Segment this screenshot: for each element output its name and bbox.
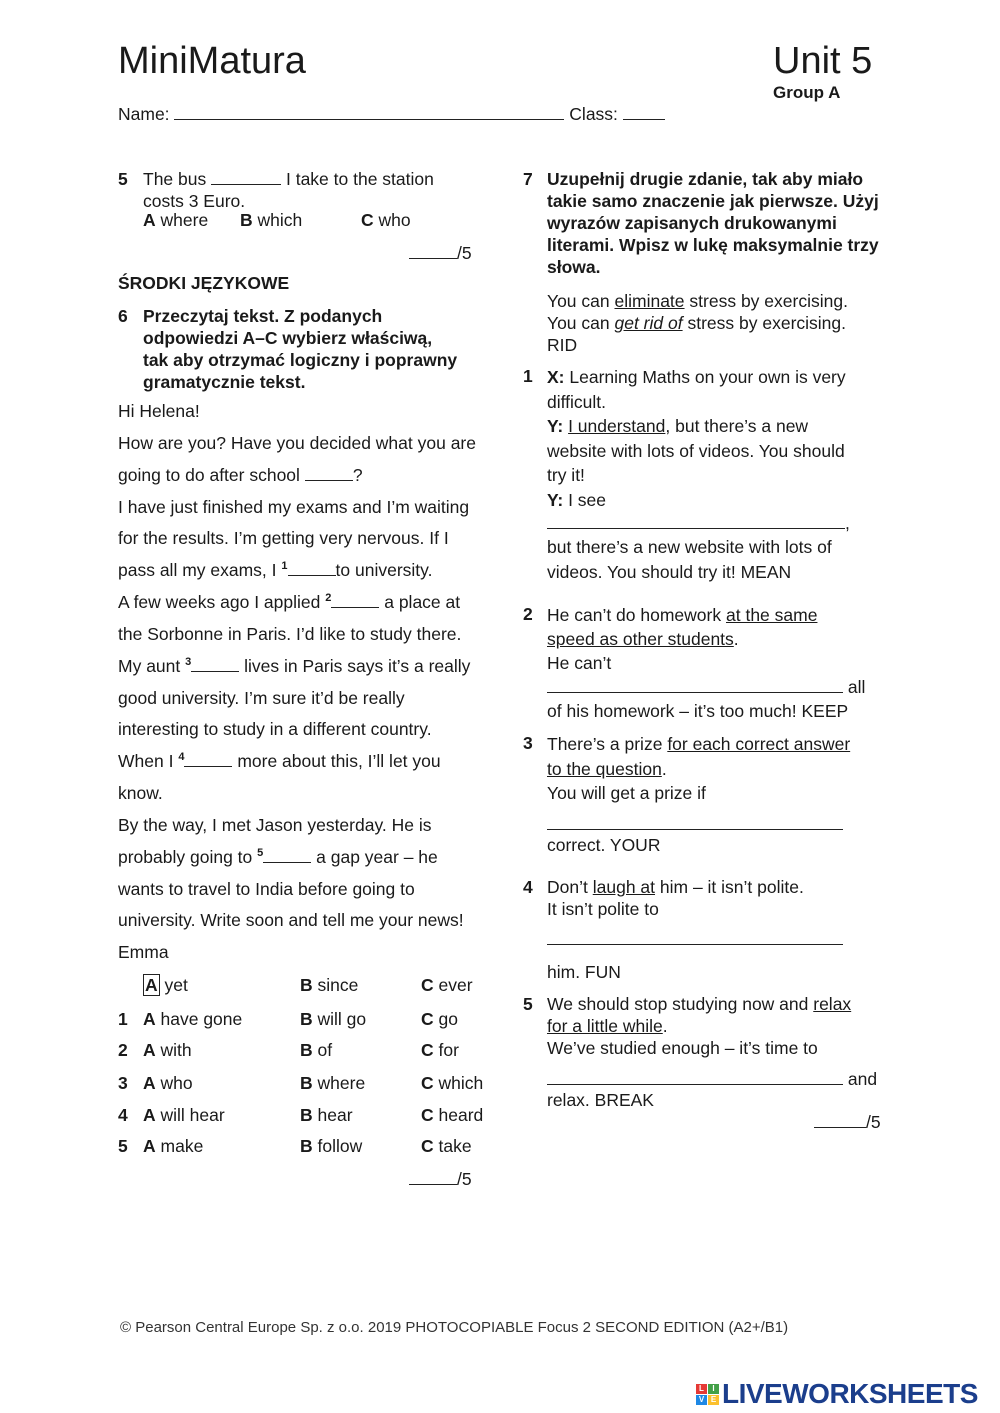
q7-item3-text: There’s a prize for each correct answer to the question. You will get a prize if — [547, 734, 851, 803]
liveworksheets-logo-icon — [696, 1384, 719, 1405]
q6-score: /5 — [409, 1168, 472, 1190]
q5-score: /5 — [409, 242, 472, 264]
letter-line: My aunt $^3$ lives in Paris says it’s a really — [118, 656, 471, 676]
q7-item1-answer-row: , — [547, 512, 850, 534]
letter-signature: Emma — [118, 942, 169, 962]
q6-row2-option-a[interactable]: A with — [143, 1040, 192, 1060]
section-heading: ŚRODKI JĘZYKOWE — [118, 273, 290, 293]
q6-row3-option-c[interactable]: C which — [421, 1073, 484, 1093]
q7-item2-answer-field[interactable] — [547, 692, 843, 693]
example-gap — [305, 480, 353, 481]
letter-line: By the way, I met Jason yesterday. He is — [118, 815, 432, 835]
q7-item2-tail: of his homework – it’s too much! KEEP — [547, 701, 849, 721]
q6-row-number: 4 — [118, 1105, 128, 1125]
logo-tile: V — [696, 1395, 707, 1405]
q5-text — [143, 168, 434, 212]
q7-item2-text: He can’t do homework at the same speed as other students. He can’t — [547, 605, 818, 673]
q6-row1-option-a[interactable]: A have gone — [143, 1009, 243, 1029]
q7-item3-answer-row — [547, 813, 843, 835]
q7-item4-number: 4 — [523, 877, 533, 897]
q6-row2-option-b[interactable]: B of — [300, 1040, 333, 1060]
q7-item4-answer-row — [547, 928, 843, 950]
q5-line2: costs 3 Euro. — [143, 191, 246, 211]
logo-tile: L — [696, 1384, 707, 1394]
q5-number: 5 — [118, 169, 128, 189]
gap-4[interactable] — [184, 766, 232, 767]
q7-item1-number: 1 — [523, 366, 533, 386]
letter-line: probably going to $^5$ a gap year – he — [118, 847, 438, 867]
q7-item3-number: 3 — [523, 733, 533, 753]
q7-score: /5 — [814, 1111, 881, 1133]
q5-line1-post: I take to the station — [285, 169, 434, 189]
q7-number: 7 — [523, 169, 533, 189]
q6-row1-option-b[interactable]: B will go — [300, 1009, 367, 1029]
logo-tile: I — [708, 1384, 719, 1394]
q6-number: 6 — [118, 306, 128, 326]
q6-row5-option-a[interactable]: A make — [143, 1136, 204, 1156]
letter-greeting: Hi Helena! — [118, 401, 200, 421]
q7-example: You can eliminate stress by exercising. You can get rid of stress by exercising. RID — [547, 291, 848, 355]
q6-example-option-c: C ever — [421, 975, 473, 995]
q7-item3-answer-field[interactable] — [547, 829, 843, 830]
q6-row-number: 2 — [118, 1040, 128, 1060]
unit-label: Unit 5 — [773, 40, 873, 82]
q5-gap[interactable] — [211, 184, 281, 185]
q7-item3-tail: correct. YOUR — [547, 835, 661, 855]
letter-line: for the results. I’m getting very nervous. If I — [118, 528, 449, 548]
logo-text: LIVEWORKSHEETS — [722, 1378, 978, 1409]
class-field[interactable] — [623, 119, 665, 120]
letter-line: wants to travel to India before going to — [118, 879, 415, 899]
letter-line: interesting to study in a different country. — [118, 719, 432, 739]
q5-score-field[interactable] — [409, 258, 457, 259]
q7-item5-answer-field[interactable] — [547, 1084, 843, 1085]
letter-line: A few weeks ago I applied $^2$ a place at — [118, 592, 461, 612]
letter-line: I have just finished my exams and I’m waiting — [118, 497, 470, 517]
q6-row-number: 3 — [118, 1073, 128, 1093]
group-label: Group A — [773, 83, 841, 102]
q5-line1-pre: The bus — [143, 169, 207, 189]
gap-3[interactable] — [191, 671, 239, 672]
q7-item1-text: X: Learning Maths on your own is very difficult. Y: I understand, but there’s a new website with lots of videos. You should try it! Y: I see — [547, 367, 846, 510]
q7-item5-tail: relax. BREAK — [547, 1090, 654, 1110]
q6-row4-option-b[interactable]: B hear — [300, 1105, 353, 1125]
q6-row5-option-b[interactable]: B follow — [300, 1136, 363, 1156]
q7-item2-number: 2 — [523, 604, 533, 624]
q7-score-field[interactable] — [814, 1127, 866, 1128]
name-row — [118, 103, 665, 125]
liveworksheets-logo[interactable] — [696, 1378, 978, 1410]
q7-item1-tail: but there’s a new website with lots of videos. You should try it! MEAN — [547, 537, 832, 582]
letter-line: good university. I’m sure it’d be really — [118, 688, 405, 708]
letter-line: When I $^4$ more about this, I’ll let you — [118, 751, 441, 771]
q7-item1-answer-field[interactable] — [547, 528, 845, 529]
q7-item4-tail: him. FUN — [547, 962, 621, 982]
logo-tile: E — [708, 1395, 719, 1405]
q7-item4-answer-field[interactable] — [547, 944, 843, 945]
q5-option-c[interactable]: C who — [361, 210, 411, 230]
q6-example-option-a: A yet — [145, 975, 188, 995]
letter-line: pass all my exams, I $^1$ to university. — [118, 560, 433, 580]
q6-row1-option-c[interactable]: C go — [421, 1009, 458, 1029]
name-label: Name: — [118, 104, 170, 124]
letter-line: How are you? Have you decided what you are — [118, 433, 476, 453]
q6-instruction: Przeczytaj tekst. Z podanych odpowiedzi A–C wybierz właściwą, tak aby otrzymać logiczny i poprawny gramatycznie tekst. — [143, 306, 458, 392]
q7-item4-text: Don’t laugh at him – it isn’t polite. It isn’t polite to — [547, 877, 804, 919]
q5-option-a[interactable]: A where — [143, 210, 209, 230]
q6-row4-option-a[interactable]: A will hear — [143, 1105, 225, 1125]
q6-row4-option-c[interactable]: C heard — [421, 1105, 484, 1125]
q7-item5-number: 5 — [523, 994, 533, 1014]
worksheet-title: MiniMatura — [118, 40, 306, 82]
name-field[interactable] — [174, 119, 564, 120]
gap-2[interactable] — [331, 607, 379, 608]
letter-line: going to do after school ? — [118, 465, 363, 485]
q6-row3-option-a[interactable]: A who — [143, 1073, 193, 1093]
q6-row2-option-c[interactable]: C for — [421, 1040, 459, 1060]
q6-row-number: 5 — [118, 1136, 128, 1156]
letter-line: know. — [118, 783, 163, 803]
letter-line: the Sorbonne in Paris. I’d like to study there. — [118, 624, 462, 644]
q6-score-field[interactable] — [409, 1184, 457, 1185]
q6-row5-option-c[interactable]: C take — [421, 1136, 472, 1156]
q6-example-option-b: B since — [300, 975, 359, 995]
q7-item5-text: We should stop studying now and relax for a little while. We’ve studied enough – it’s time to — [547, 994, 852, 1058]
letter-line: university. Write soon and tell me your news! — [118, 910, 464, 930]
q6-row-number: 1 — [118, 1009, 128, 1029]
q7-item2-answer-row: all — [547, 676, 865, 698]
q7-instruction: Uzupełnij drugie zdanie, tak aby miało takie samo znaczenie jak pierwsze. Użyj wyrazów zapisanych drukowanymi literami. Wpisz w lukę maksymalnie trzy słowa. — [547, 169, 879, 277]
gap-1[interactable] — [288, 575, 336, 576]
q6-row3-option-b[interactable]: B where — [300, 1073, 366, 1093]
class-label: Class: — [569, 104, 618, 124]
copyright-footer: © Pearson Central Europe Sp. z o.o. 2019 PHOTOCOPIABLE Focus 2 SECOND EDITION (A2+/B1) — [120, 1319, 789, 1336]
q5-option-b[interactable]: B which — [240, 210, 303, 230]
gap-5[interactable] — [263, 862, 311, 863]
q7-item5-answer-row: and — [547, 1068, 877, 1090]
